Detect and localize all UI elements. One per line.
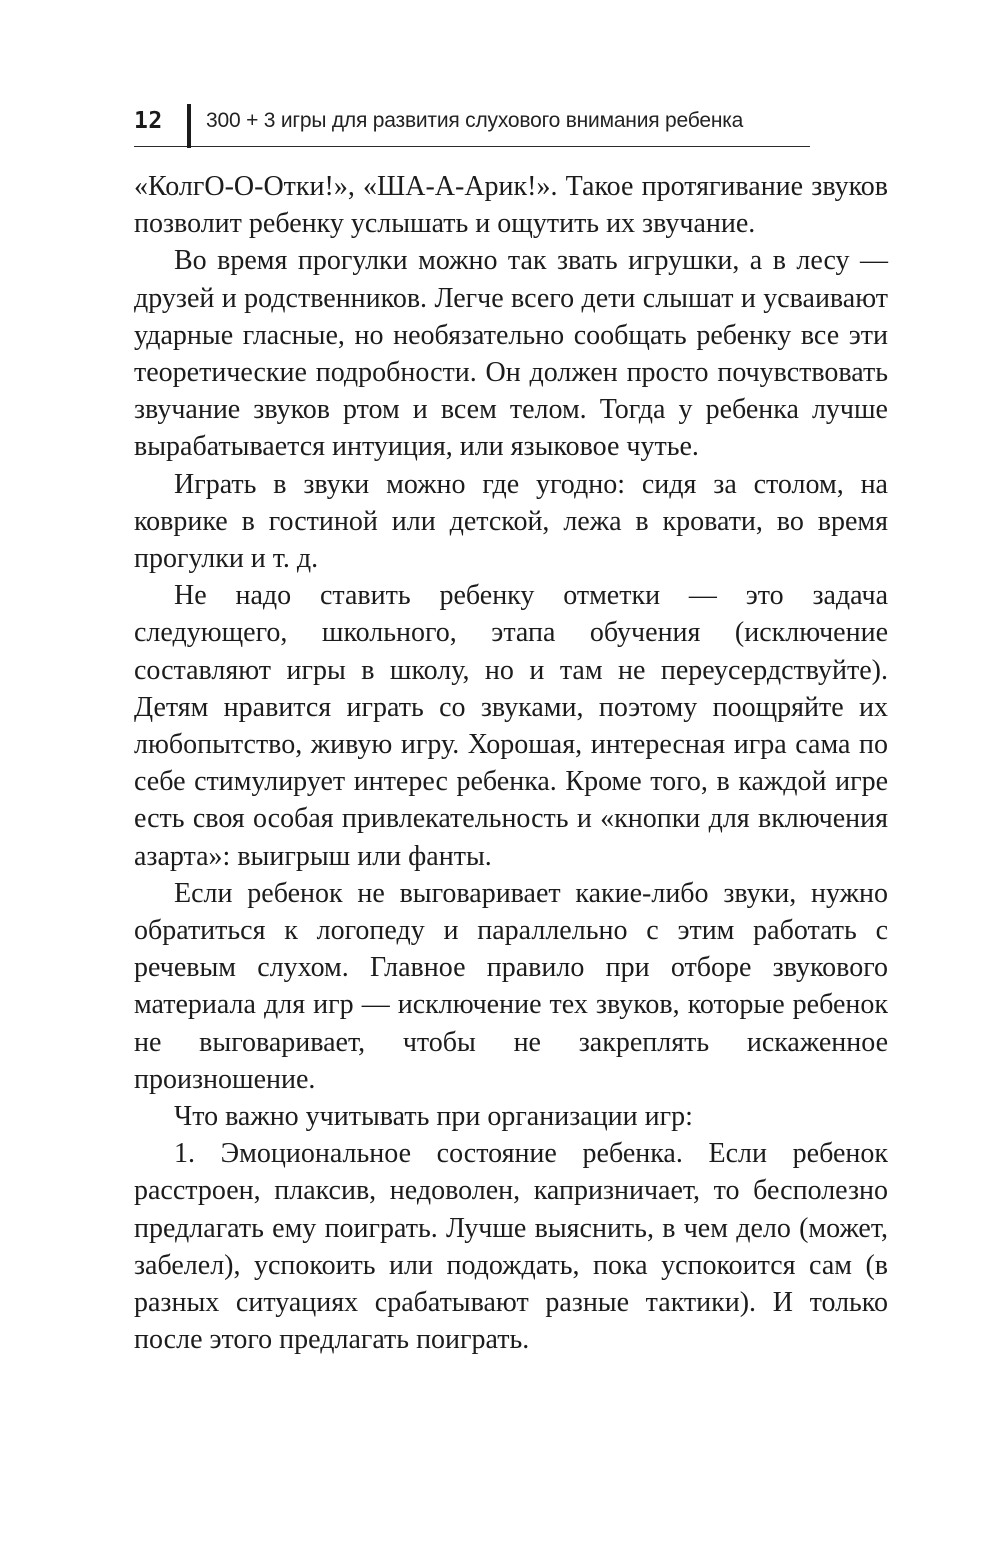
paragraph: Во время прогулки можно так звать игрушки, а в лесу — друзей и родственников. Легче всего дети слышат и усваивают ударные гласные, но необязательно сообщать ребенку все эти теоретические подробности. Он должен просто почувствовать звучание звуков ртом и всем телом. Тогда у ребенка лучше вырабатывается интуиция, или языковое чутье. [134,245,888,463]
body-text [134,168,888,1359]
paragraph: Не надо ставить ребенку отметки — это задача следующего, школьного, этапа обучения (исключение составляют игры в школу, но и там не переусердствуйте). Детям нравится играть со звуками, поэтому поощряйте их любопытство, живую игру. Хорошая, интересная игра сама по себе стимулирует интерес ребенка. Кроме того, в каждой игре есть своя особая привлекательность и «кнопки для включения азарта»: выигрыш или фанты. [134,580,888,872]
running-head [134,100,810,147]
paragraph-continuation: «КолгО-О-Отки!», «ША-А-Арик!». Такое протягивание звуков позволит ребенку услышать и ощутить их звучание. [134,171,888,240]
header-divider-bar [187,104,191,148]
paragraph-list-intro: Что важно учитывать при организации игр: [174,1101,693,1133]
page-number: 12 [134,108,163,134]
paragraph: Играть в звуки можно где угодно: сидя за столом, на коврике в гостиной или детской, лежа в кровати, во время прогулки и т. д. [134,468,888,575]
running-title: 300 + 3 игры для развития слухового внимания ребенка [206,109,744,132]
paragraph-list-item: 1. Эмоциональное состояние ребенка. Если ребенок расстроен, плаксив, недоволен, капризничает, то бесполезно предлагать ему поиграть. Лучше выяснить, в чем дело (может, забелел), успокоить или подождать, пока успокоится сам (в разных ситуациях срабатывают разные тактики). И только после этого предлагать поиграть. [134,1138,888,1356]
paragraph: Если ребенок не выговаривает какие-либо звуки, нужно обратиться к логопеду и параллельно с этим работать с речевым слухом. Главное правило при отборе звукового материала для игр — исключение тех звуков, которые ребенок не выговаривает, чтобы не закреплять искаженное произношение. [134,877,888,1095]
